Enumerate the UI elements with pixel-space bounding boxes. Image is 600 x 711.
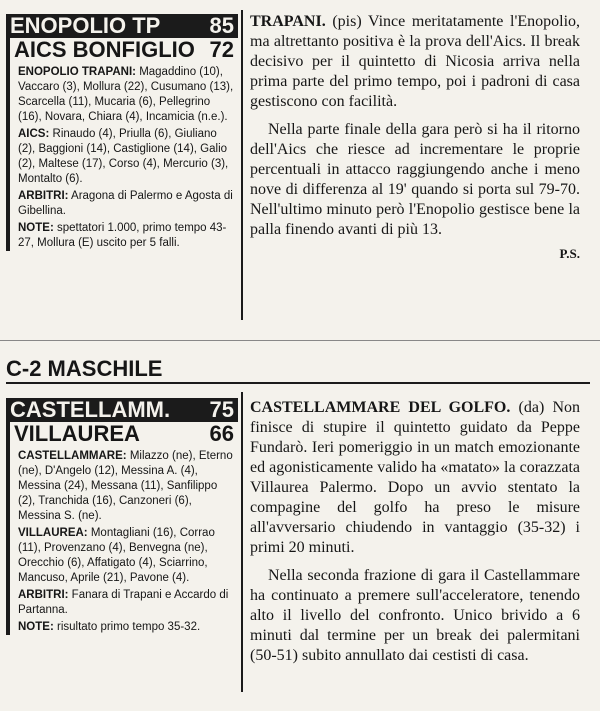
game1-article-p1: TRAPANI. (pis) Vince meritatamente l'Enopolio, ma altrettanto positiva è la prova dell'Aics. Il break decisivo per il quintetto di Nicosia arriva nella prima parte del primo tempo, poi i padroni di casa gestiscono con facilità. [250, 13, 581, 110]
game1-team1: ENOPOLIO TP [10, 13, 161, 38]
game2-article-p1: CASTELLAMMARE DEL GOLFO. (da) Non finisce di stupire il quintetto guidato da Peppe Fundarò. Ieri pomeriggio in un match emozionante ed agonisticamente valido ha «matato» la corazzata Villaurea Palermo. Dopo un avvio stentato la compagine del golfo ha preso le misure all'avversario chiudendo in vantaggio (35-32) i primi 20 minuti. [250, 399, 581, 556]
game1-signature: P.S. [559, 246, 580, 261]
game2-article-p2: Nella seconda frazione di gara il Castellammare ha continuato a premere sull'acceleratore, tenendo alto il livello del confronto. Unico brivido a 6 minuti dal termine per un break dei palermitani (50-51) subito annullato dai cestisti di casa. [250, 567, 580, 664]
game2-lineup1: CASTELLAMMARE: Milazzo (ne), Eterno (ne), D'Angelo (12), Messina A. (4), Messina (24), Messana (11), Sanfilippo (2), Tranchida (16), Canzoneri (6), Messina S. (ne). [18, 450, 233, 522]
game1-note: NOTE: spettatori 1.000, primo tempo 43-27, Mollura (E) uscito per 5 falli. [18, 222, 227, 249]
game2-arbitri: ARBITRI: Fanara di Trapani e Accardo di Partanna. [18, 589, 229, 616]
game1-team2: AICS BONFIGLIO [14, 37, 195, 62]
section-rule [0, 340, 600, 341]
game1-score2: 72 [209, 37, 234, 62]
game1-arbitri: ARBITRI: Aragona di Palermo e Agosta di Gibellina. [18, 190, 233, 217]
game2-article [250, 398, 580, 666]
game1-score1: 85 [209, 13, 234, 38]
game1-tabellino [6, 62, 238, 251]
game2-score-row-1 [6, 398, 238, 422]
game2-note: NOTE: risultato primo tempo 35-32. [18, 621, 201, 633]
game1-score-row-1 [6, 14, 238, 38]
game2-tabellino [6, 446, 238, 635]
game1-article [250, 12, 580, 264]
game1-lineup1: ENOPOLIO TRAPANI: Magaddino (10), Vaccaro (3), Mollura (22), Cusumano (13), Scarcella (11), Mucaria (6), Pellegrino (16), Novara, Chiara (4), Incamicia (n.e.). [18, 66, 234, 123]
game2-score-row-2 [6, 422, 238, 446]
game1-box [6, 14, 238, 253]
game1-score-row-2 [6, 38, 238, 62]
game2-score2: 66 [209, 421, 234, 446]
column-divider-2 [241, 392, 243, 692]
game1-lineup2: AICS: Rinaudo (4), Priulla (6), Giuliano (2), Baggioni (14), Castiglione (14), Galio (2), Maltese (17), Corso (4), Mercurio (3), Montalto (6). [18, 128, 229, 185]
game2-team1: CASTELLAMM. [10, 397, 171, 422]
game2-lineup2: VILLAUREA: Montagliani (16), Corrao (11), Provenzano (4), Benvegna (ne), Orecchio (6), Affatigato (4), Sciarrino, Mancuso, Aprile (21), Pavone (4). [18, 527, 215, 584]
game2-box [6, 398, 238, 637]
game2-score1: 75 [209, 397, 234, 422]
column-divider [241, 10, 243, 320]
game1-article-p2: Nella parte finale della gara però si ha il ritorno dell'Aics che riesce ad incrementare le proprie percentuali in attacco raggiungendo anche i meno nove di differenza al 19' quando si porta sul 79-70. Nell'ultimo minuto però l'Enopolio gestisce bene la palla finendo avanti di più 13. [250, 121, 580, 238]
game2-team2: VILLAUREA [14, 421, 140, 446]
section-title: C-2 MASCHILE [6, 356, 590, 384]
